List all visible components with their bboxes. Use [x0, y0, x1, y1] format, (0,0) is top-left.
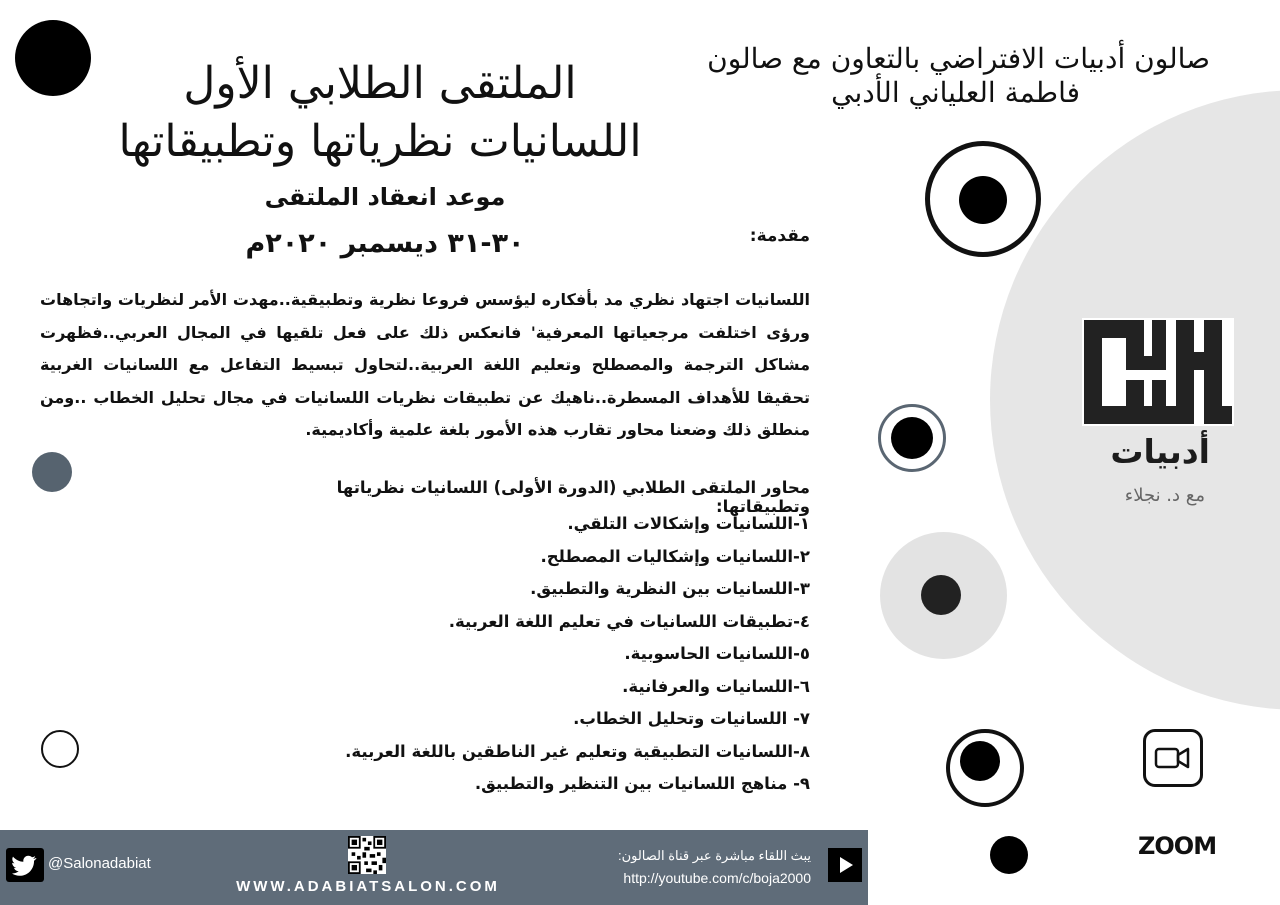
salon-header-line1: صالون أدبيات الافتراضي بالتعاون مع صالون: [707, 42, 1210, 75]
decorative-slate-dot: [32, 452, 72, 492]
adabiat-logo: [1082, 318, 1234, 426]
website-link[interactable]: WWW.ADABIATSALON.COM: [236, 878, 500, 895]
axis-item: ٣-اللسانيات بين النظرية والتطبيق.: [530, 579, 810, 598]
axis-item: ٦-اللسانيات والعرفانية.: [622, 676, 810, 696]
axis-item: ٤-تطبيقات اللسانيات في تعليم اللغة العربية.: [448, 611, 810, 631]
axis-item: ٩- مناهج اللسانيات بين التنظير والتطبيق.: [474, 774, 810, 793]
twitter-icon[interactable]: [6, 848, 44, 882]
axes-title: محاور الملتقى الطلابي (الدورة الأولى) اللسانيات نظرياتها وتطبيقاتها:: [336, 478, 810, 516]
decorative-ring-bottom-dot: [960, 741, 1000, 781]
brand-host: مع د. نجلاء: [1124, 485, 1205, 506]
schedule-label: موعد انعقاد الملتقى: [264, 183, 506, 211]
axis-item: ٧- اللسانيات وتحليل الخطاب.: [573, 709, 810, 728]
decorative-ring-large-dot: [959, 176, 1007, 224]
zoom-label: ZOOM: [1138, 832, 1217, 860]
axes-list: [280, 508, 810, 801]
salon-header: [700, 42, 1210, 110]
stream-text: يبث اللقاء مباشرة عبر قناة الصالون:: [617, 848, 811, 863]
axis-item: ٢-اللسانيات وإشكاليات المصطلح.: [540, 546, 810, 566]
schedule-date: ٣٠-٣١ ديسمبر ٢٠٢٠م: [245, 228, 525, 259]
salon-header-line2: فاطمة العلياني الأدبي: [831, 76, 1080, 109]
forum-title-line2: اللسانيات نظرياتها وتطبيقاتها: [118, 116, 642, 167]
intro-text: اللسانيات اجتهاد نظري مد بأفكاره ليؤسس فروعا نظرية وتطبيقية..مهدت الأمر لنظريات واتجاهات ورؤى اختلفت مرجعياتها المعرفية' فانعكس ذلك على فعل تلقيها في المجال العربي..فظهرت مشاكل الترجمة والمصطلح وتعليم اللغة العربية..لتحاول تبسيط التفاعل مع اللسانيات الغربية تحقيقا للأهداف المسطرة..ناهيك عن تطبيقات نظريات اللسانيات في مجال تحليل الخطاب ..ومن منطلق ذلك وضعنا محاور تقارب هذه الأمور بلغة علمية وأكاديمية.: [40, 290, 810, 439]
decorative-ring-small-dot: [891, 417, 933, 459]
decorative-black-dot: [15, 20, 91, 96]
youtube-link[interactable]: http://youtube.com/c/boja2000: [623, 870, 811, 886]
qr-code[interactable]: [348, 836, 386, 874]
video-camera-icon: [1143, 729, 1203, 787]
axis-item: ٨-اللسانيات التطبيقية وتعليم غير الناطقين باللغة العربية.: [345, 741, 810, 761]
decorative-outline-circle: [41, 730, 79, 768]
twitter-handle[interactable]: @Salonadabiat: [48, 855, 151, 872]
play-button[interactable]: [828, 848, 862, 882]
intro-label: مقدمة:: [749, 226, 810, 246]
decorative-grey-circle-dot: [921, 575, 961, 615]
footer-bar: [0, 830, 868, 905]
play-icon: [828, 848, 862, 882]
forum-title: [90, 55, 670, 171]
axis-item: ١-اللسانيات وإشكالات التلقي.: [567, 514, 810, 533]
brand-name: أدبيات: [1110, 432, 1210, 471]
forum-title-line1: الملتقى الطلابي الأول: [183, 58, 577, 109]
decorative-bottom-dot: [990, 836, 1028, 874]
axis-item: ٥-اللسانيات الحاسوبية.: [624, 644, 810, 663]
